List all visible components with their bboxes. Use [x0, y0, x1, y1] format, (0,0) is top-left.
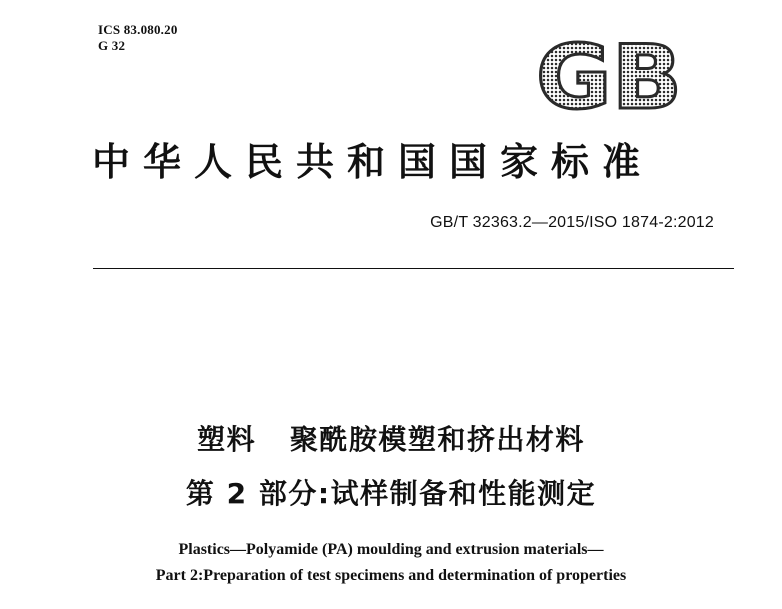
gb-logo-mark [534, 38, 684, 114]
english-title-line1: Plastics—Polyamide (PA) moulding and extrusion materials— [178, 541, 604, 558]
gb-logo [534, 38, 684, 114]
chinese-title-line2: 第 2 部分:试样制备和性能测定 [185, 477, 597, 510]
standard-number: GB/T 32363.2—2015/ISO 1874-2:2012 [430, 214, 714, 231]
ics-code: ICS 83.080.20 [98, 22, 178, 37]
classification-codes [98, 22, 178, 54]
english-title-line2: Part 2:Preparation of test specimens and determination of properties [155, 567, 627, 584]
header-divider [93, 268, 734, 269]
ccs-code: G 32 [98, 38, 126, 53]
chinese-title-line1: 塑料 聚酰胺模塑和挤出材料 [197, 423, 585, 456]
issuing-organization: 中华人民共和国国家标准 [92, 139, 654, 184]
gb-logo-text: GB [536, 38, 682, 114]
